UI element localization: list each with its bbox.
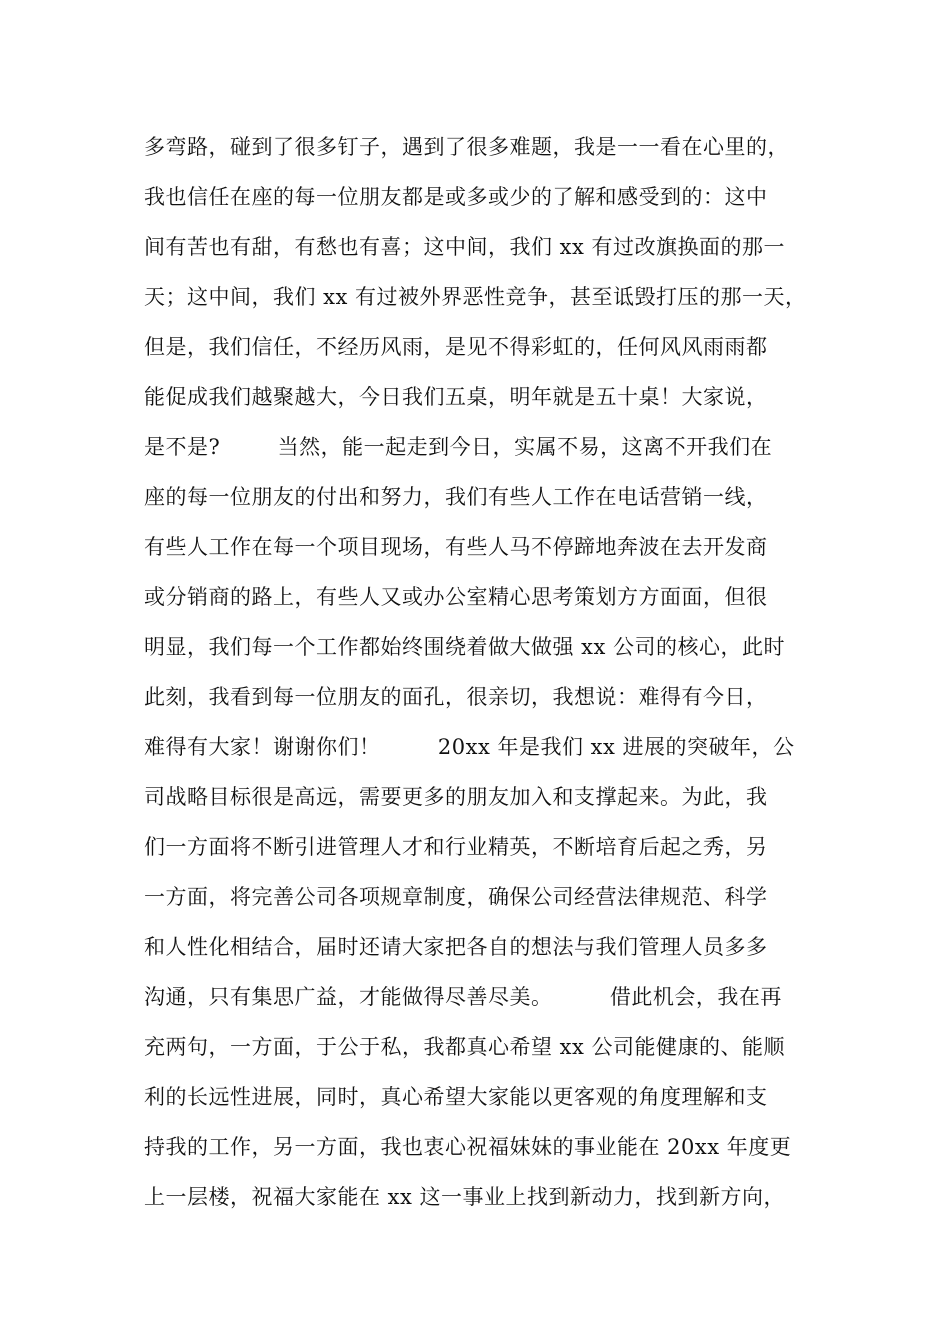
text-line: 充两句，一方面，于公于私，我都真心希望 xx 公司能健康的、能顺: [144, 1035, 786, 1059]
text-line: 是不是? 当然，能一起走到今日，实属不易，这离不开我们在: [144, 435, 773, 459]
text-line: 沟通，只有集思广益，才能做得尽善尽美。 借此机会，我在再: [144, 985, 782, 1009]
text-line: 和人性化相结合，届时还请大家把各自的想法与我们管理人员多多: [144, 935, 768, 959]
text-line: 利的长远性进展，同时，真心希望大家能以更客观的角度理解和支: [144, 1085, 768, 1109]
text-line: 们一方面将不断引进管理人才和行业精英，不断培育后起之秀，另: [144, 835, 768, 859]
text-line: 但是，我们信任，不经历风雨，是见不得彩虹的，任何风风雨雨都: [144, 335, 768, 359]
text-line: 能促成我们越聚越大，今日我们五桌，明年就是五十桌！大家说，: [144, 385, 768, 409]
text-line: 天；这中间，我们 xx 有过被外界恶性竞争，甚至诋毁打压的那一天，: [144, 285, 807, 309]
body-text: [144, 130, 844, 1230]
text-line: 一方面，将完善公司各项规章制度，确保公司经营法律规范、科学: [144, 885, 768, 909]
text-line: 多弯路，碰到了很多钉子，遇到了很多难题，我是一一看在心里的，: [144, 135, 789, 159]
text-line: 明显，我们每一个工作都始终围绕着做大做强 xx 公司的核心，此时: [144, 635, 786, 659]
text-line: 上一层楼，祝福大家能在 xx 这一事业上找到新动力，找到新方向，: [144, 1185, 786, 1209]
text-line: 间有苦也有甜，有愁也有喜；这中间，我们 xx 有过改旗换面的那一: [144, 235, 786, 259]
text-line: 我也信任在座的每一位朋友都是或多或少的了解和感受到的：这中: [144, 185, 768, 209]
text-line: 座的每一位朋友的付出和努力，我们有些人工作在电话营销一线，: [144, 485, 768, 509]
text-line: 司战略目标很是高远，需要更多的朋友加入和支撑起来。为此，我: [144, 785, 768, 809]
text-line: 持我的工作，另一方面，我也衷心祝福妹妹的事业能在 20xx 年度更: [144, 1135, 792, 1159]
text-line: 难得有大家！谢谢你们！ 20xx 年是我们 xx 进展的突破年，公: [144, 735, 795, 759]
text-line: 有些人工作在每一个项目现场，有些人马不停蹄地奔波在去开发商: [144, 535, 768, 559]
text-line: 或分销商的路上，有些人又或办公室精心思考策划方方面面，但很: [144, 585, 768, 609]
text-line: 此刻，我看到每一位朋友的面孔，很亲切，我想说：难得有今日，: [144, 685, 768, 709]
